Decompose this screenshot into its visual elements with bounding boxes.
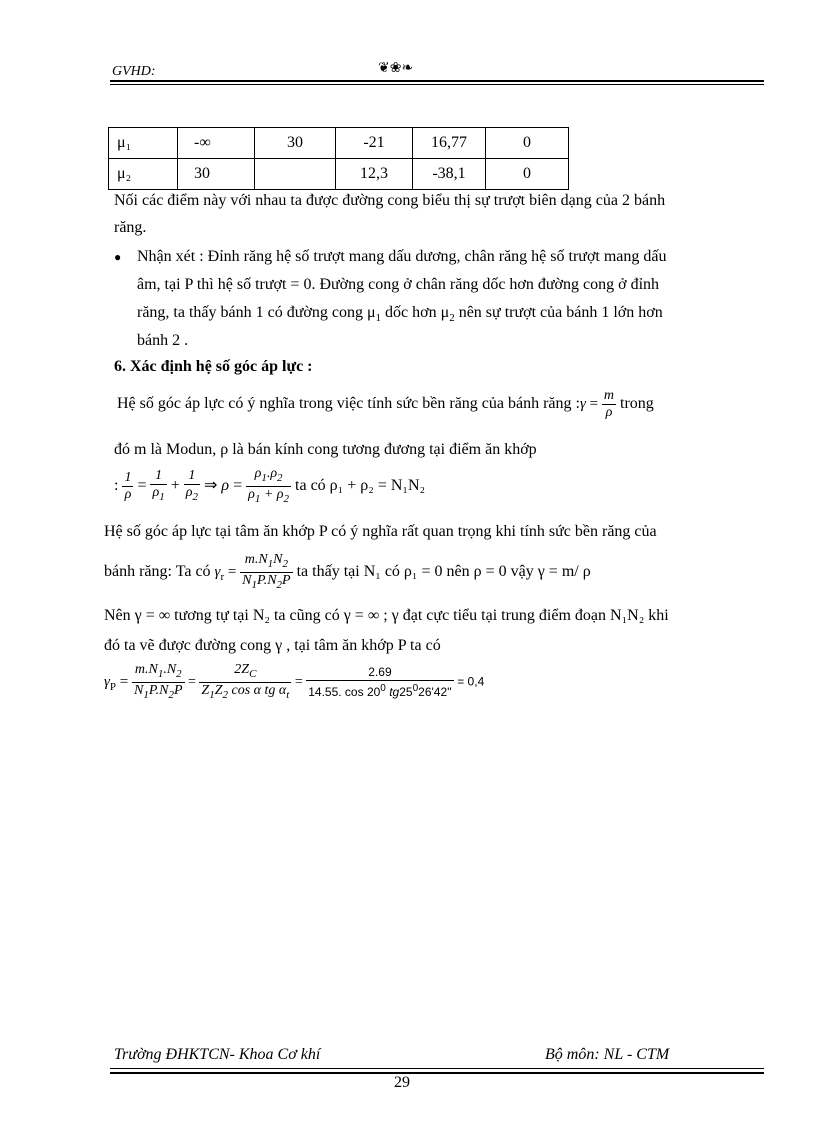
- table-cell: 30: [178, 159, 255, 190]
- footer-department: Bộ môn: NL - CTM: [545, 1046, 670, 1063]
- sliding-coefficient-table: [108, 127, 569, 190]
- table-cell: [255, 159, 336, 190]
- row-label: μ₁: [109, 128, 178, 159]
- formula-line: : $\frac{1}{\rho}$ = $\frac{1}{\rho_1}$ + $\frac{1}{\rho_2}$ ⇒ ρ = $\frac{\rho_1.\rho_2}{\rho_1 + \rho_2}$ ta có ρ₁ + ρ₂ = N₁N₂: [114, 466, 426, 505]
- paragraph-line: Nối các điểm này với nhau ta được đường cong biểu thị sự trượt biên dạng của 2 bánh: [114, 192, 666, 209]
- final-formula: $\gamma_P$ = $\frac{m.N_1.N_2}{N_1P.N_2P}$ = $\frac{2Z_C}{Z_1Z_2 \cos \alpha tg \alpha_t}$ = $\frac{2.69}{14.55. \cos 20^0 tg25^026'42''}$ = 0,4: [104, 662, 485, 701]
- paragraph-line: Hệ số góc áp lực có ý nghĩa trong việc tính sức bền răng của bánh răng :γ = $\frac{m}{\rho}$ trong: [117, 388, 654, 420]
- row-label: μ₂: [109, 159, 178, 190]
- bullet-icon: ●: [114, 250, 122, 264]
- page-number: 29: [394, 1074, 410, 1091]
- footer-rule-thin: [110, 1068, 764, 1069]
- paragraph-line: Hệ số góc áp lực tại tâm ăn khớp P có ý nghĩa rất quan trọng khi tính sức bền răng của: [104, 523, 657, 540]
- table-cell: -∞: [178, 128, 255, 159]
- header-ornament: ❦❀❧: [378, 61, 414, 76]
- table-cell: 0: [486, 128, 569, 159]
- table-row: [109, 128, 569, 159]
- bullet-line: âm, tại P thì hệ số trượt = 0. Đường cong ở chân răng dốc hơn đường cong ở đỉnh: [137, 276, 660, 293]
- table-row: [109, 159, 569, 190]
- bullet-line: bánh 2 .: [137, 332, 189, 349]
- table-cell: 0: [486, 159, 569, 190]
- table-cell: 30: [255, 128, 336, 159]
- paragraph-line: Nên γ = ∞ tương tự tại N₂ ta cũng có γ = ∞ ; γ đạt cực tiểu tại trung điểm đoạn N₁N₂ khi: [104, 607, 669, 624]
- table-cell: -38,1: [413, 159, 486, 190]
- bullet-line: Nhận xét : Đỉnh răng hệ số trượt mang dấu dương, chân răng hệ số trượt mang dấu: [137, 248, 667, 265]
- paragraph-line: răng.: [114, 219, 147, 236]
- paragraph-line: đó m là Modun, ρ là bán kính cong tương đương tại điểm ăn khớp: [114, 441, 537, 458]
- table-cell: 16,77: [413, 128, 486, 159]
- header-rule-thin: [110, 84, 764, 85]
- header-instructor-label: GVHD:: [112, 64, 156, 79]
- paragraph-line: đó ta vẽ được đường cong γ , tại tâm ăn khớp P ta có: [104, 637, 441, 654]
- bullet-line: răng, ta thấy bánh 1 có đường cong $\mu_1$ dốc hơn $\mu_2$ nên sự trượt của bánh 1 lớn hơn: [137, 304, 663, 325]
- table-cell: 12,3: [336, 159, 413, 190]
- footer-rule: [110, 1072, 764, 1074]
- footer-school: Trường ĐHKTCN- Khoa Cơ khí: [114, 1046, 321, 1063]
- header-rule: [110, 80, 764, 82]
- section-title: 6. Xác định hệ số góc áp lực :: [114, 358, 313, 375]
- paragraph-line: bánh răng: Ta có $\gamma_r$ = $\frac{m.N_1N_2}{N_1P.N_2P}$ ta thấy tại N₁ có ρ₁ = 0 nên ρ = 0 vậy γ = m/ ρ: [104, 552, 591, 591]
- table-cell: -21: [336, 128, 413, 159]
